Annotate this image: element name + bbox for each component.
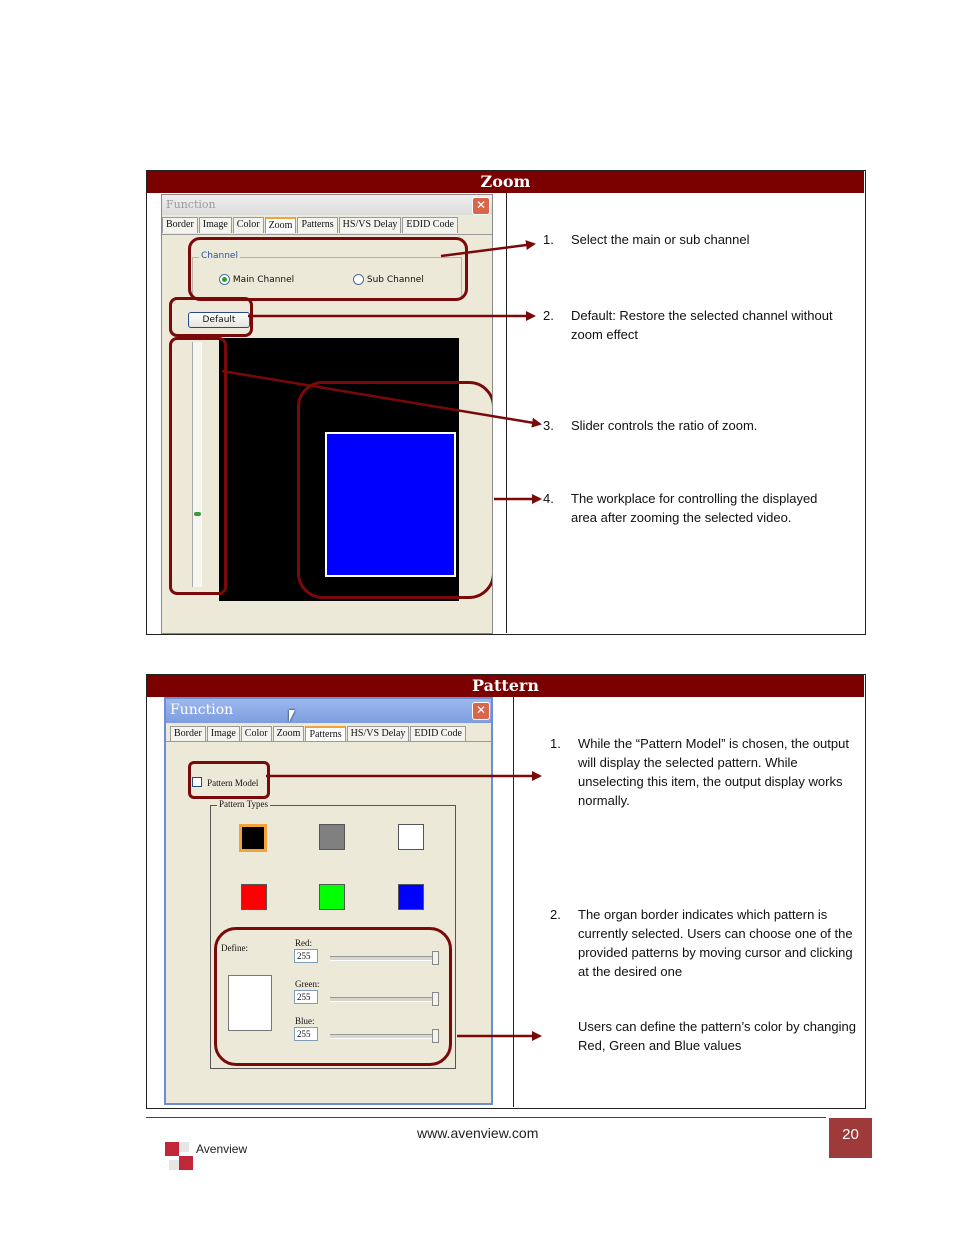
zoom-tab-bar	[162, 217, 459, 233]
item-number: 3.	[543, 418, 554, 433]
tab-border[interactable]: Border	[170, 726, 206, 742]
item-number: 2.	[543, 308, 554, 323]
default-button[interactable]: Default	[188, 312, 250, 328]
pattern-swatch-black[interactable]	[239, 824, 267, 852]
item-text: Select the main or sub channel	[571, 232, 750, 247]
mouse-cursor-icon	[289, 710, 295, 722]
close-icon[interactable]: ✕	[472, 702, 490, 720]
tab-image[interactable]: Image	[199, 217, 232, 233]
tab-hs-vs-delay[interactable]: HS/VS Delay	[339, 217, 402, 233]
tab-zoom[interactable]: Zoom	[265, 217, 297, 233]
tab-patterns[interactable]: Patterns	[297, 217, 337, 233]
zoom-section-title: Zoom	[147, 171, 864, 193]
item-number: 2.	[550, 907, 561, 922]
avenview-logo	[150, 1137, 260, 1181]
footer-website[interactable]: www.avenview.com	[417, 1125, 539, 1141]
pattern-swatch-gray[interactable]	[319, 824, 345, 850]
main-channel-label: Main Channel	[232, 275, 295, 285]
tab-color[interactable]: Color	[241, 726, 272, 742]
tab-divider	[162, 234, 492, 235]
tab-patterns[interactable]: Patterns	[305, 726, 345, 742]
tab-zoom[interactable]: Zoom	[273, 726, 305, 742]
highlight-channel	[188, 237, 468, 301]
sub-channel-label: Sub Channel	[366, 275, 424, 285]
footer-divider	[146, 1117, 826, 1118]
pattern-column-divider	[513, 697, 514, 1107]
logo-text: Avenview	[196, 1142, 248, 1156]
page-number-badge	[829, 1118, 872, 1158]
tab-edid-code[interactable]: EDID Code	[402, 217, 458, 233]
pattern-tab-bar	[170, 726, 467, 742]
logo-square-1	[165, 1142, 179, 1156]
blue-label: Blue:	[295, 1016, 315, 1026]
item-text: While the “Pattern Model” is chosen, the output will display the selected pattern. While unselecting this item, the output display works normally.	[578, 736, 849, 808]
logo-square-3	[179, 1142, 189, 1152]
window-title: Function	[166, 198, 216, 211]
item-number: 1.	[543, 232, 554, 247]
highlight-workplace	[297, 381, 493, 599]
pattern-swatch-green[interactable]	[319, 884, 345, 910]
item-text: Default: Restore the selected channel without zoom effect	[571, 308, 833, 342]
item-number: 4.	[543, 491, 554, 506]
pattern-swatch-white[interactable]	[398, 824, 424, 850]
pattern-function-window	[164, 697, 493, 1105]
zoom-column-divider	[506, 193, 507, 633]
tab-hs-vs-delay[interactable]: HS/VS Delay	[347, 726, 410, 742]
logo-square-2	[179, 1156, 193, 1170]
page-number: 20	[842, 1126, 859, 1143]
green-value-field[interactable]: 255	[294, 990, 318, 1004]
blue-value-field[interactable]: 255	[294, 1027, 318, 1041]
define-label: Define:	[221, 943, 248, 953]
item-number: 1.	[550, 736, 561, 751]
highlight-pattern-model	[188, 761, 270, 799]
tab-color[interactable]: Color	[233, 217, 264, 233]
window-titlebar[interactable]	[166, 699, 491, 723]
tab-divider	[166, 741, 491, 742]
green-label: Green:	[295, 979, 320, 989]
item-text: The workplace for controlling the displayed area after zooming the selected video.	[571, 491, 818, 525]
highlight-define	[214, 927, 452, 1066]
pattern-section-title: Pattern	[147, 675, 864, 697]
red-value-field[interactable]: 255	[294, 949, 318, 963]
item-text: Slider controls the ratio of zoom.	[571, 418, 758, 433]
zoom-function-window	[161, 194, 493, 634]
pattern-types-label: Pattern Types	[219, 799, 268, 809]
item-text: The organ border indicates which pattern is currently selected. Users can choose one of the provided patterns by moving cursor and clicking at the desired one	[578, 907, 853, 979]
pattern-swatch-blue[interactable]	[398, 884, 424, 910]
red-label: Red:	[295, 938, 312, 948]
tab-image[interactable]: Image	[207, 726, 240, 742]
window-titlebar[interactable]	[162, 195, 492, 215]
close-icon[interactable]: ✕	[472, 197, 490, 215]
item-text: Users can define the pattern’s color by changing Red, Green and Blue values	[578, 1019, 856, 1053]
tab-edid-code[interactable]: EDID Code	[410, 726, 466, 742]
tab-border[interactable]: Border	[162, 217, 198, 233]
pattern-model-label: Pattern Model	[207, 778, 259, 788]
pattern-swatch-red[interactable]	[241, 884, 267, 910]
logo-square-4	[169, 1160, 179, 1170]
window-title: Function	[170, 702, 234, 718]
channel-group-label: Channel	[201, 251, 238, 261]
highlight-default	[169, 297, 253, 337]
highlight-slider	[169, 337, 227, 595]
